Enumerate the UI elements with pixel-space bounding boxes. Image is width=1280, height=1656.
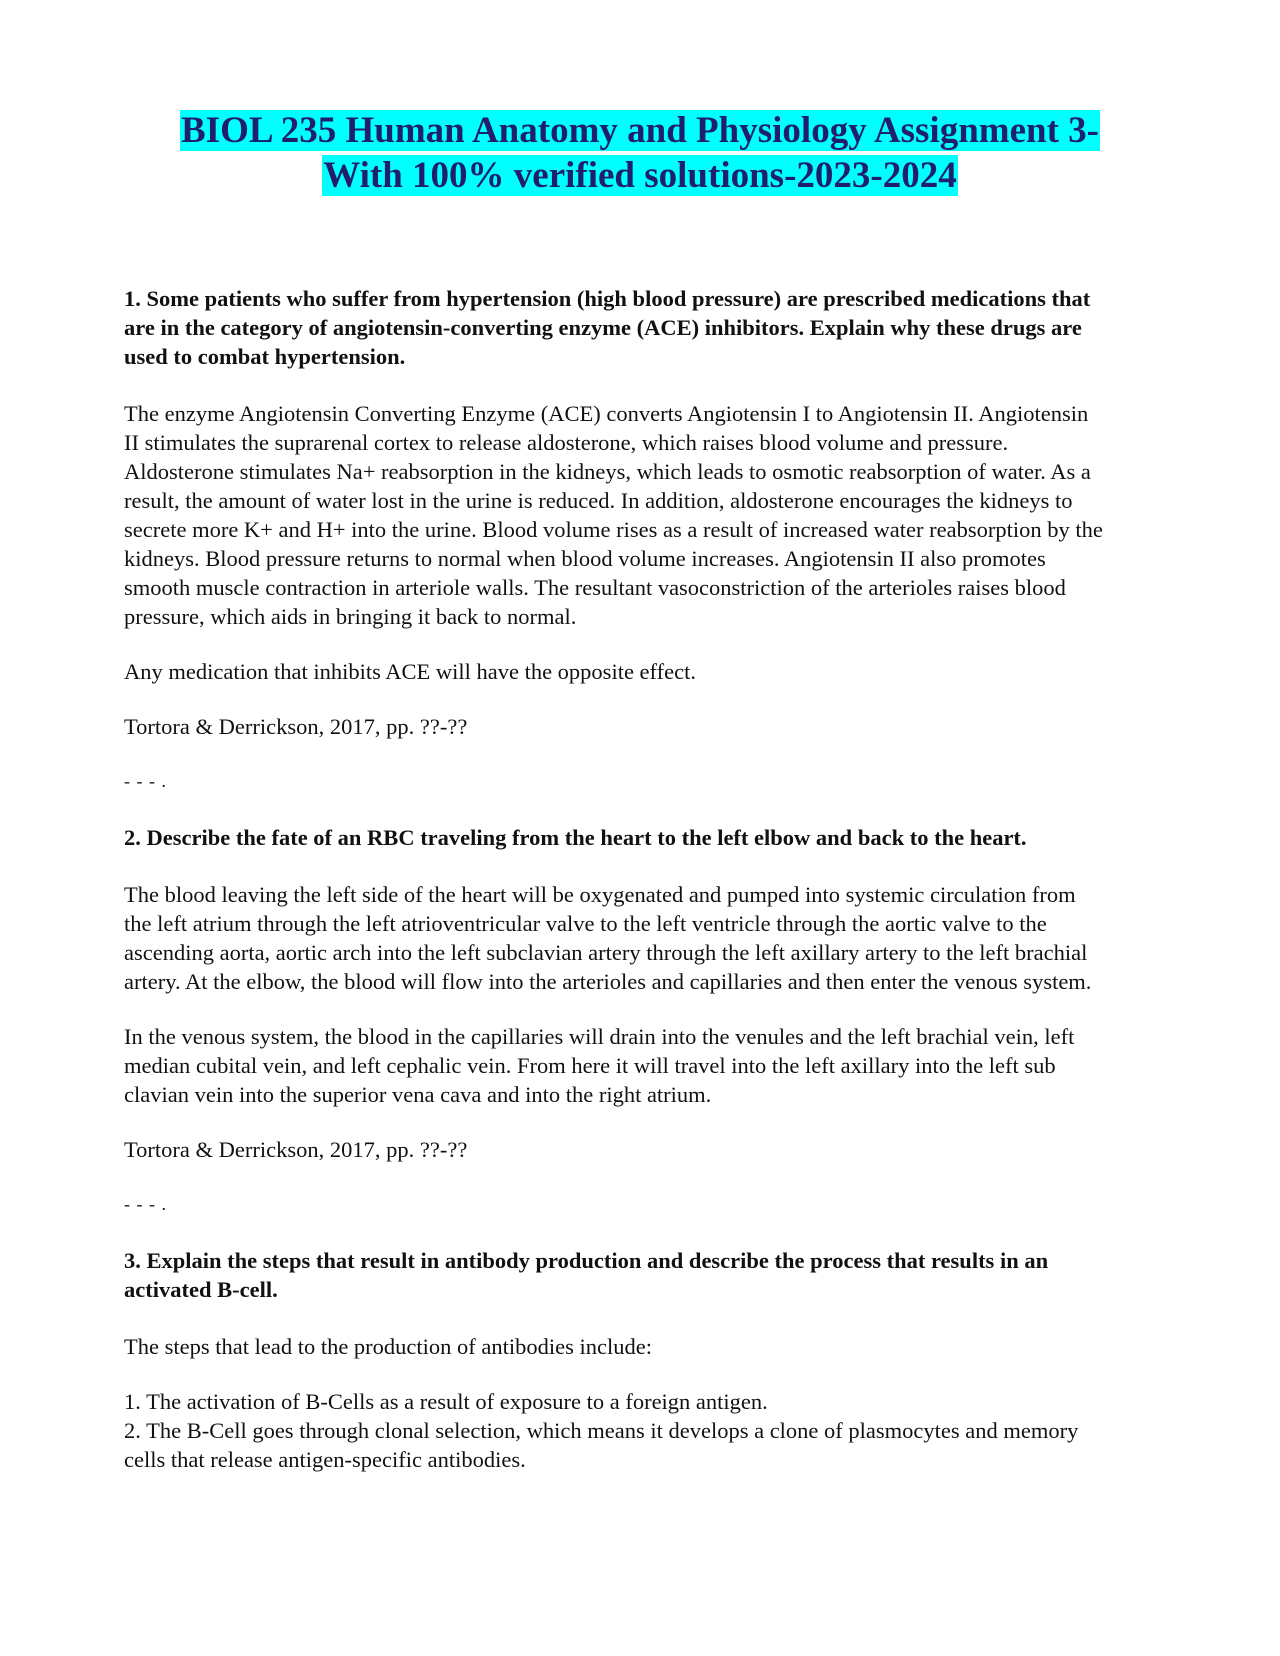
question-3: 3. Explain the steps that result in antibody production and describe the process that results in an activated B-cell. [124,1248,1049,1302]
document-body [124,284,1104,1474]
question-1: 1. Some patients who suffer from hypertension (high blood pressure) are prescribed medications that are in the category of angiotensin-converting enzyme (ACE) inhibitors. Explain why these drugs are used to combat hypertension. [124,286,1091,369]
title-line-2: With 100% verified solutions-2023-2024 [323,155,957,196]
answer-1-paragraph-2: Any medication that inhibits ACE will have the opposite effect. [124,659,696,684]
document-title [0,108,1280,198]
answer-2-citation: Tortora & Derrickson, 2017, pp. ??-?? [124,1137,468,1162]
answer-1-paragraph-1: The enzyme Angiotensin Converting Enzyme (ACE) converts Angiotensin I to Angiotensin II. Angiotensin II stimulates the suprarenal cortex to release aldosterone, which raises blood volume and pressure. Aldosterone stimulates Na+ reabsorption in the kidneys, which leads to osmotic reabsorption of water. As a result, the amount of water lost in the urine is reduced. In addition, aldosterone encourages the kidneys to secrete more K+ and H+ into the urine. Blood volume rises as a result of increased water reabsorption by the kidneys. Blood pressure returns to normal when blood volume increases. Angiotensin II also promotes smooth muscle contraction in arteriole walls. The resultant vasoconstriction of the arterioles raises blood pressure, which aids in bringing it back to normal. [124,401,1103,629]
answer-3-intro: The steps that lead to the production of antibodies include: [124,1334,652,1359]
answer-1-citation: Tortora & Derrickson, 2017, pp. ??-?? [124,714,468,739]
question-2: 2. Describe the fate of an RBC traveling from the heart to the left elbow and back to the heart. [124,825,1027,850]
title-line-1: BIOL 235 Human Anatomy and Physiology Assignment 3- [181,110,1099,151]
separator-2: - - - . [124,1194,167,1214]
answer-3-step-1: 1. The activation of B-Cells as a result of exposure to a foreign antigen. [124,1389,768,1414]
answer-2-paragraph-1: The blood leaving the left side of the heart will be oxygenated and pumped into systemic circulation from the left atrium through the left atrioventricular valve to the left ventricle through the aortic valve to the ascending aorta, aortic arch into the left subclavian artery through the left axillary artery to the left brachial artery. At the elbow, the blood will flow into the arterioles and capillaries and then enter the venous system. [124,882,1092,994]
answer-2-paragraph-2: In the venous system, the blood in the capillaries will drain into the venules and the left brachial vein, left median cubital vein, and left cephalic vein. From here it will travel into the left axillary into the left sub clavian vein into the superior vena cava and into the right atrium. [124,1024,1075,1107]
separator-1: - - - . [124,771,167,791]
answer-3-step-2: 2. The B-Cell goes through clonal selection, which means it develops a clone of plasmocytes and memory cells that release antigen-specific antibodies. [124,1418,1079,1472]
